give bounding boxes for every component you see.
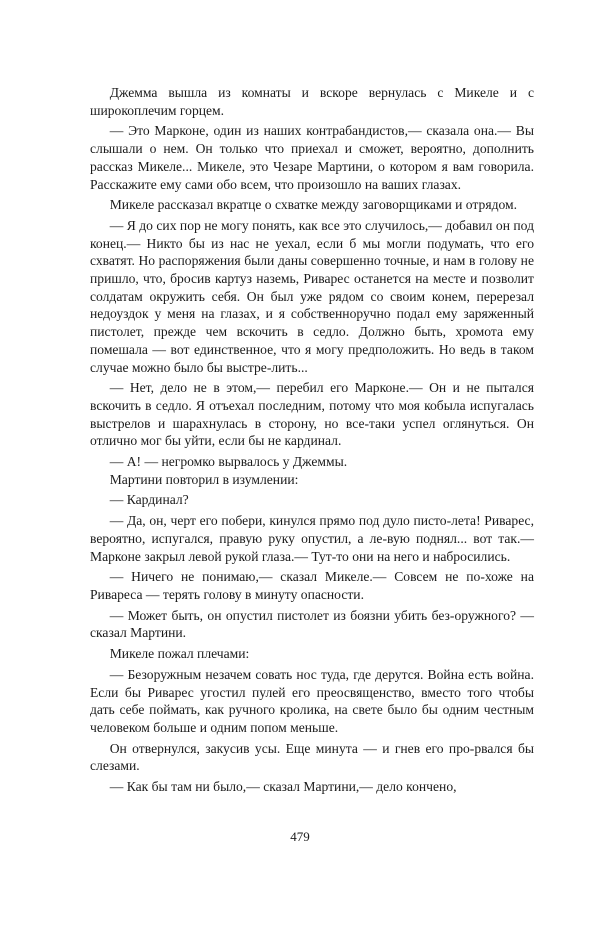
paragraph-8: — Кардинал? — [109, 492, 189, 508]
paragraph-2: — Это Марконе, один из наших контрабандистов,— сказала она.— Вы слышали о нем. Он только что приехал и сможет, вероятно, дополнить рассказ Микеле... Микеле, это Чезаре Мартини, о котором я вам говорила. Расскажите ему сами обо всем, что произошло на ваших глазах. — [90, 123, 534, 192]
paragraph-1: Джемма вышла из комнаты и вскоре вернулась с Микеле и с широкоплечим горцем. — [90, 85, 534, 118]
body-text — [90, 84, 534, 796]
page-number: 479 — [290, 829, 310, 844]
paragraph-15: — Как бы там ни было,— сказал Мартини,— дело кончено, — [109, 779, 457, 795]
paragraph-4: — Я до сих пор не могу понять, как все это случилось,— добавил он под конец.— Никто бы из нас не уехал, если б мы могли подумать, что его схватят. Но распоряжения были даны совершенно точные, и нам в голову не пришло, что, бросив картуз наземь, Риварес останется на месте и позволит солдатам окружить себя. Он был уже рядом со своим конем, перерезал недоуздок у меня на глазах, и я собственноручно подал ему заряженный пистолет, прежде чем вскочить в седло. Должно быть, хромота ему помешала — вот единственное, что я могу предположить. Но ведь в таком случае можно было бы выстре-лить... — [90, 217, 534, 375]
paragraph-6: — А! — негромко вырвалось у Джеммы. — [109, 454, 348, 470]
paragraph-3: Микеле рассказал вкратце о схватке между заговорщиками и отрядом. — [109, 197, 518, 213]
paragraph-10: — Ничего не понимаю,— сказал Микеле.— Совсем не по-хоже на Ривареса — терять голову в минуту опасности. — [90, 569, 534, 602]
paragraph-14: Он отвернулся, закусив усы. Еще минута — и гнев его про-рвался бы слезами. — [90, 740, 534, 774]
paragraph-12: Микеле пожал плечами: — [109, 646, 250, 662]
paragraph-11: — Может быть, он опустил пистолет из боязни убить без-оружного? — сказал Мартини. — [90, 607, 534, 641]
paragraph-5: — Нет, дело не в этом,— перебил его Марконе.— Он и не пытался вскочить в седло. Я отъехал последним, потому что моя кобыла испугалась выстрелов и шарахнулась в сторону, но все-таки успел оглянуться. Он отлично мог бы уйти, если бы не кардинал. — [90, 380, 534, 449]
paragraph-7: Мартини повторил в изумлении: — [109, 471, 299, 487]
paragraph-13: — Безоружным незачем совать нос туда, где дерутся. Война есть война. Если бы Риварес угостил пулей его преосвященство, вместо того чтобы дать себе поймать, как ручного кролика, на свете было бы одним честным человеком больше и одним попом меньше. — [90, 666, 534, 735]
paragraph-9: — Да, он, черт его побери, кинулся прямо под дуло писто-лета! Риварес, вероятно, испугался, правую руку опустил, а ле-вую поднял... вот так.— Марконе закрыл левой рукой глаза.— Тут-то они на него и набросились. — [90, 513, 534, 564]
